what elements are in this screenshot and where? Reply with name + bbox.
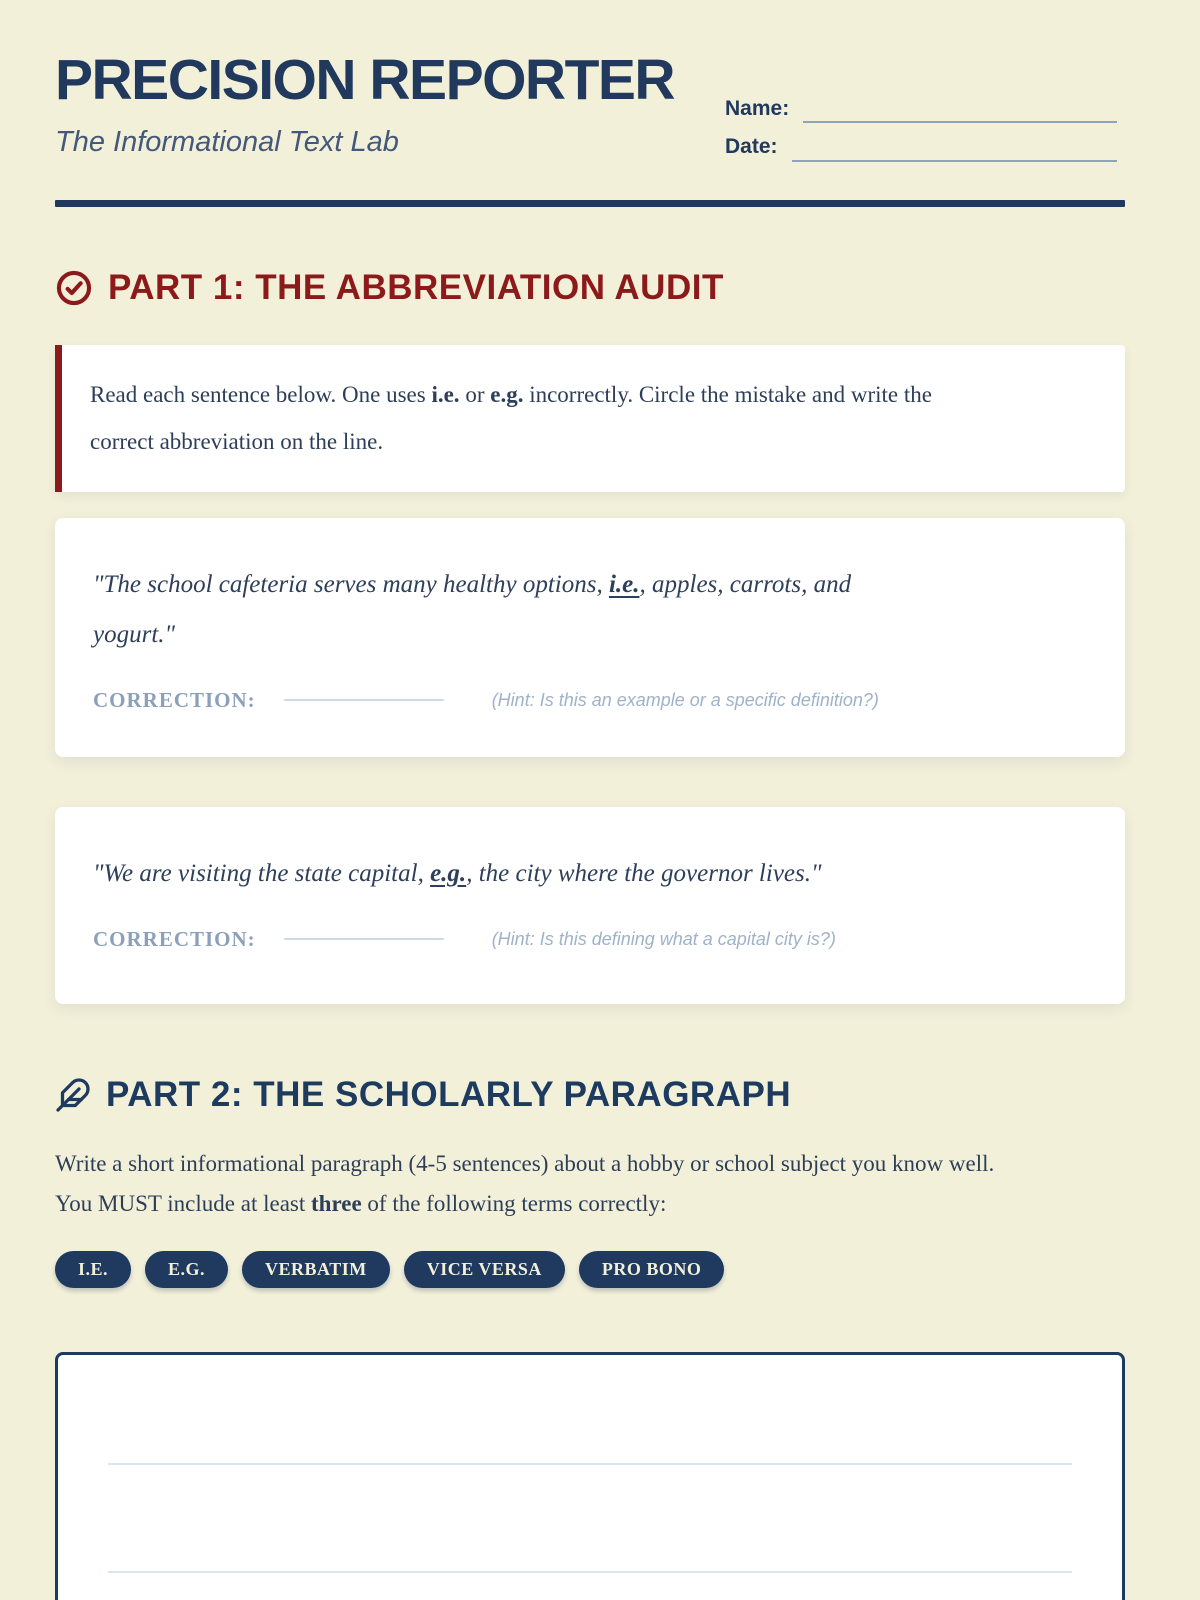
hint-1: (Hint: Is this an example or a specific definition?) [491, 689, 879, 710]
sentence-1-text: "The school cafeteria serves many healthy options, [93, 570, 609, 598]
ruled-line [108, 1571, 1072, 1573]
check-circle-icon [55, 269, 93, 307]
correction-blank-line-2[interactable] [284, 938, 444, 940]
correction-label-1: CORRECTION: [93, 687, 256, 712]
sentence-1 [93, 560, 1087, 660]
instr-term-eg: e.g. [490, 382, 524, 408]
page-title: PRECISION REPORTER [55, 48, 675, 112]
name-date-block [725, 94, 1117, 171]
term-pill-vice-versa: VICE VERSA [404, 1251, 565, 1288]
part1-heading-row [55, 269, 1125, 308]
instr-term-ie: i.e. [431, 382, 460, 408]
sentence-card-2 [55, 807, 1125, 1004]
term-pill-eg: E.G. [145, 1251, 228, 1288]
part1-instructions [55, 345, 1125, 491]
term-pill-ie: I.E. [55, 1251, 131, 1288]
hint-2: (Hint: Is this defining what a capital city is?) [491, 928, 836, 949]
instr-text: Read each sentence below. One uses [90, 382, 432, 408]
correction-blank-line-1[interactable] [284, 699, 444, 701]
sentence-2-text: "We are visiting the state capital, [93, 859, 431, 887]
date-label: Date: [725, 135, 778, 159]
part2-heading-row [55, 1076, 1125, 1115]
correction-label-2: CORRECTION: [93, 926, 256, 951]
instr-text: correct abbreviation on the line. [90, 429, 384, 455]
sentence-2-text: , the city where the governor lives." [466, 859, 822, 887]
term-pills [55, 1251, 1125, 1288]
term-pill-verbatim: VERBATIM [242, 1251, 390, 1288]
name-blank-line[interactable] [803, 97, 1117, 123]
header [55, 48, 1125, 160]
part2-instructions [55, 1144, 1125, 1225]
sentence-2-term: e.g. [430, 859, 467, 887]
page-subtitle: The Informational Text Lab [55, 126, 399, 158]
quill-icon [55, 1077, 91, 1113]
instr-text: or [459, 382, 491, 408]
name-row [725, 94, 1117, 123]
sentence-1-text: , apples, carrots, and [639, 570, 852, 598]
header-divider [55, 200, 1125, 207]
part2-heading: PART 2: THE SCHOLARLY PARAGRAPH [106, 1074, 792, 1114]
sentence-1-term: i.e. [608, 570, 640, 598]
sentence-card-1 [55, 518, 1125, 757]
part1-heading: PART 1: THE ABBREVIATION AUDIT [108, 267, 724, 307]
part2-text: You MUST include at least [55, 1191, 311, 1217]
date-blank-line[interactable] [792, 136, 1117, 162]
ruled-line [108, 1463, 1072, 1465]
sentence-1-text: yogurt." [93, 620, 176, 648]
paragraph-writing-area[interactable] [55, 1352, 1125, 1600]
term-pill-pro-bono: PRO BONO [579, 1251, 725, 1288]
part2-text: Write a short informational paragraph (4-5 sentences) about a hobby or school subject you know well. [55, 1151, 995, 1177]
instr-text: incorrectly. Circle the mistake and write the [523, 382, 932, 408]
name-label: Name: [725, 97, 790, 120]
correction-row-1 [93, 688, 1087, 713]
correction-row-2 [93, 927, 1087, 952]
sentence-2 [93, 849, 1087, 899]
part2-bold-three: three [311, 1191, 362, 1217]
part2-text: of the following terms correctly: [361, 1191, 667, 1217]
date-row [725, 132, 1117, 161]
